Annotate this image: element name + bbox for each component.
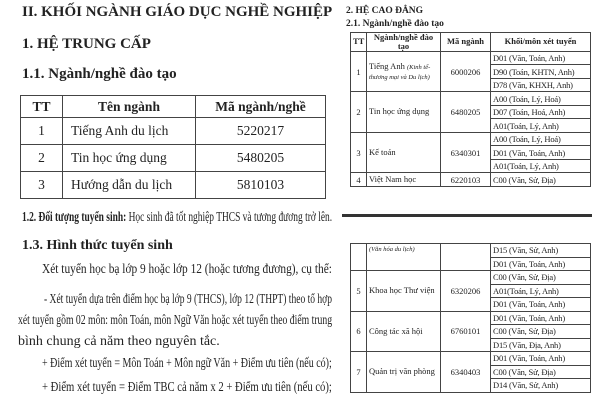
table-row (351, 173, 591, 187)
formula-1-text: + Điểm xét tuyển = Môn Toán + Môn ngữ Văn + Điểm ưu tiên (nếu có); (42, 356, 332, 371)
row-name-note: (Văn hóa du lịch) (369, 246, 415, 253)
row-block: D01 (Văn, Toán, Anh) (491, 257, 591, 271)
row-block: C00 (Văn, Sử, Địa) (491, 325, 591, 339)
row-name-text: Việt Nam học (369, 173, 417, 184)
row-block: D01 (Văn, Toán, Anh) (491, 51, 591, 65)
row-code (441, 244, 491, 271)
paragraph-1 (42, 262, 399, 278)
row-name-text: Kế toán (369, 146, 396, 157)
col-header-nganh: Ngành/nghề đào tạo (367, 33, 441, 52)
row-name-text: Tiếng Anh (369, 61, 405, 72)
subsection-title-trung-cap: 1. HỆ TRUNG CẤP (22, 36, 151, 52)
row-code: 6320206 (441, 271, 491, 312)
col-header-tt: TT (21, 96, 63, 118)
paragraph-2-line-3 (18, 334, 220, 350)
subsection-title-nganh: 1.1. Ngành/nghề đào tạo (22, 66, 177, 82)
paragraph-2-line-2-text: xét tuyển gồm 02 môn: môn Toán, môn Ngữ Văn hoặc xét tuyển theo điểm trung (18, 313, 333, 328)
row-block: A01(Toán, Lý, Anh) (491, 119, 591, 133)
doi-tuong-line (22, 210, 332, 226)
row-block: A01(Toán, Lý, Anh) (491, 159, 591, 173)
row-tt: 5 (351, 271, 367, 312)
row-block: D01 (Văn, Toán, Anh) (491, 146, 591, 160)
row-tt: 6 (351, 311, 367, 352)
table-row (21, 172, 326, 199)
row-name-text: Khoa học Thư viện (369, 285, 435, 296)
doi-tuong-label: 1.2. Đối tượng tuyển sinh: (22, 210, 127, 225)
row-name-note: (Kinh tế- thương mại và Du lịch) (369, 64, 431, 81)
col-header-khoi: Khối/môn xét tuyển (491, 33, 591, 52)
row-block: D78 (Văn, KHXH, Anh) (491, 78, 591, 92)
row-name: Tiếng Anh du lịch (63, 118, 196, 145)
page-separator (342, 214, 592, 217)
row-tt: 2 (351, 92, 367, 133)
cao-dang-table-top (350, 32, 591, 187)
cao-dang-table-bottom (350, 243, 591, 393)
col-header-ma-nganh: Mã ngành (441, 33, 491, 52)
table-row (351, 244, 591, 258)
cao-dang-nganh-title: 2.1. Ngành/nghề đào tạo (346, 19, 444, 29)
row-tt: 7 (351, 352, 367, 393)
row-block: A01(Toán, Lý, Anh) (491, 284, 591, 298)
col-header-ten-nganh: Tên ngành (63, 96, 196, 118)
paragraph-2-line-1-text: - Xét tuyển dựa trên điểm học bạ lớp 9 (THCS), lớp 12 (THPT) theo tổ hợp (44, 292, 332, 307)
row-name (367, 92, 441, 133)
row-tt: 1 (351, 51, 367, 92)
doi-tuong-text: Học sinh đã tốt nghiệp THCS và tương đương trở lên. (128, 210, 333, 225)
row-name-text: Tin học ứng dụng (369, 106, 430, 117)
row-code: 6480205 (441, 92, 491, 133)
cao-dang-title: 2. HỆ CAO ĐẲNG (346, 6, 424, 16)
row-name (367, 173, 441, 187)
row-code: 6760101 (441, 311, 491, 352)
row-block: D90 (Toán, KHTN, Anh) (491, 65, 591, 79)
row-name-text: Quản trị văn phòng (369, 366, 435, 377)
row-block: D15 (Văn, Địa, Anh) (491, 338, 591, 352)
row-tt: 2 (21, 145, 63, 172)
row-code: 6000206 (441, 51, 491, 92)
row-tt: 4 (351, 173, 367, 187)
table-row (351, 271, 591, 285)
row-name-text: Công tác xã hội (369, 325, 423, 336)
row-block: C00 (Văn, Sử, Địa) (491, 173, 591, 187)
paragraph-2-line-3-text: bình chung cả năm theo nguyên tắc. (18, 334, 220, 349)
row-code: 5810103 (196, 172, 326, 199)
row-block: C00 (Văn, Sử, Địa) (491, 271, 591, 285)
row-name (367, 132, 441, 173)
hinh-thuc-title: 1.3. Hình thức tuyển sinh (22, 238, 173, 253)
table-row (351, 311, 591, 325)
trung-cap-table (20, 95, 326, 199)
table-row (21, 145, 326, 172)
row-block: D01 (Văn, Toán, Anh) (491, 298, 591, 312)
row-name (367, 51, 441, 92)
formula-2-text: + Điểm xét tuyển = Điểm TBC cả năm x 2 + Điểm ưu tiên (nếu có); (42, 380, 332, 395)
row-name (367, 271, 441, 312)
row-tt: 3 (351, 132, 367, 173)
row-block: D07 (Toán, Hoá, Anh) (491, 105, 591, 119)
row-tt (351, 244, 367, 271)
row-tt: 3 (21, 172, 63, 199)
section-title (22, 4, 332, 21)
table-row (351, 92, 591, 106)
row-code: 6340403 (441, 352, 491, 393)
row-block: A00 (Toán, Lý, Hoá) (491, 92, 591, 106)
row-code: 5480205 (196, 145, 326, 172)
section-title-text: II. KHỐI NGÀNH GIÁO DỤC NGHỀ NGHIỆP (22, 4, 333, 20)
table-row (351, 51, 591, 65)
row-block: D15 (Văn, Sử, Anh) (491, 244, 591, 258)
row-code: 5220217 (196, 118, 326, 145)
row-name: Tin học ứng dụng (63, 145, 196, 172)
table-row (351, 352, 591, 366)
row-block: C00 (Văn, Sử, Địa) (491, 365, 591, 379)
row-block: D01 (Văn, Toán, Anh) (491, 352, 591, 366)
table-row (351, 132, 591, 146)
row-name (367, 352, 441, 393)
doi-tuong-paragraph (22, 210, 482, 226)
row-code: 6340301 (441, 132, 491, 173)
col-header-ma-nganh: Mã ngành/nghề (196, 96, 326, 118)
row-block: D01 (Văn, Toán, Anh) (491, 311, 591, 325)
col-header-tt: TT (351, 33, 367, 52)
row-block: A00 (Toán, Lý, Hoá) (491, 132, 591, 146)
paragraph-1-text: Xét tuyển học bạ lớp 9 hoặc lớp 12 (hoặc tương đương), cụ thể: (42, 262, 332, 277)
row-code: 6220103 (441, 173, 491, 187)
row-tt: 1 (21, 118, 63, 145)
row-name (367, 311, 441, 352)
table-row (21, 118, 326, 145)
row-name (367, 244, 441, 271)
row-block: D14 (Văn, Sử, Anh) (491, 379, 591, 393)
row-name: Hướng dẫn du lịch (63, 172, 196, 199)
